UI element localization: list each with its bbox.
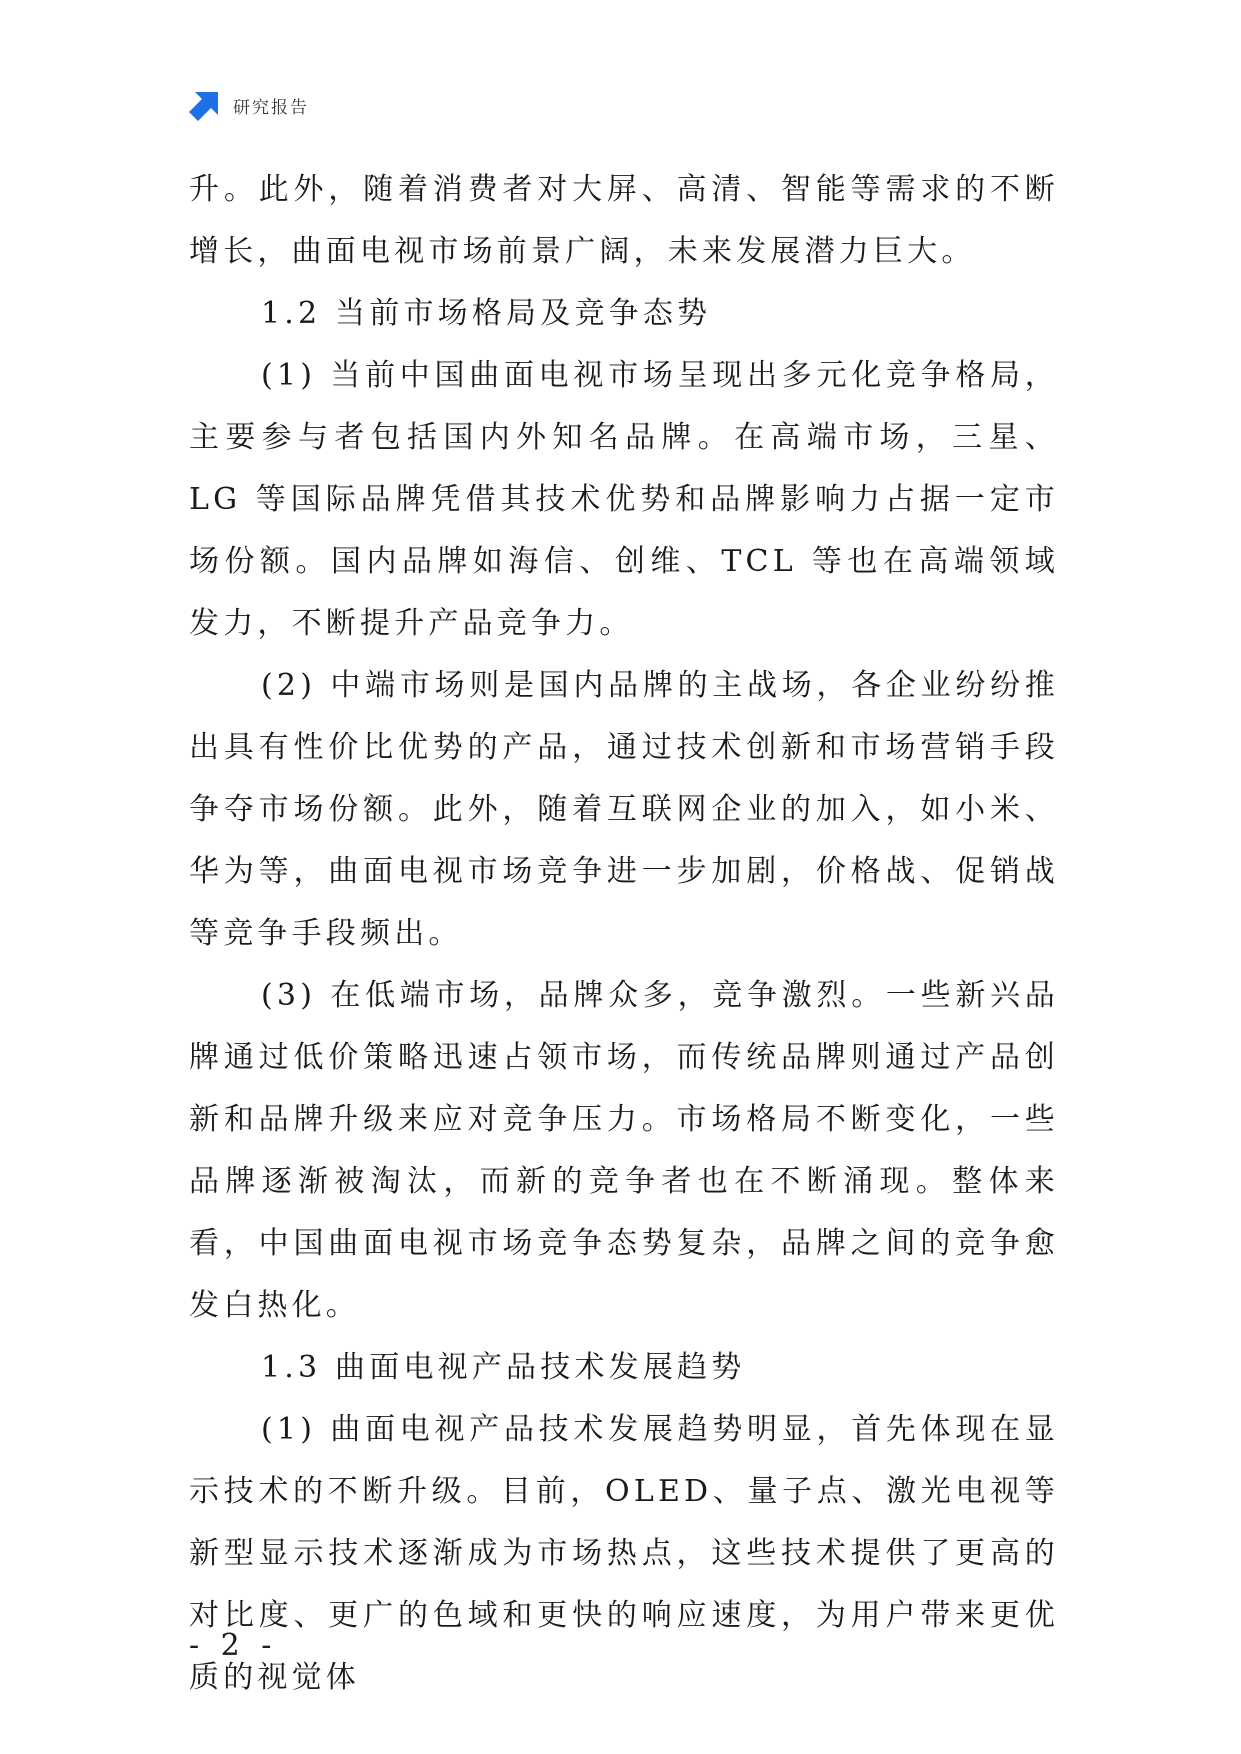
paragraph-1-2-3: (3) 在低端市场，品牌众多，竞争激烈。一些新兴品牌通过低价策略迅速占领市场，而传统品牌则通过产品创新和品牌升级来应对竞争压力。市场格局不断变化，一些品牌逐渐被淘汰，而新的竞争者也在不断涌现。整体来看，中国曲面电视市场竞争态势复杂，品牌之间的竞争愈发白热化。 bbox=[189, 978, 1059, 1323]
paragraph-1-2-2: (2) 中端市场则是国内品牌的主战场，各企业纷纷推出具有性价比优势的产品，通过技术创新和市场营销手段争夺市场份额。此外，随着互联网企业的加入，如小米、华为等，曲面电视市场竞争进一步加剧，价格战、促销战等竞争手段频出。 bbox=[189, 668, 1059, 951]
paragraph-1-2-1: (1) 当前中国曲面电视市场呈现出多元化竞争格局，主要参与者包括国内外知名品牌。在高端市场，三星、LG 等国际品牌凭借其技术优势和品牌影响力占据一定市场份额。国内品牌如海信、创维、TCL 等也在高端领域发力，不断提升产品竞争力。 bbox=[189, 358, 1059, 641]
page-number: - 2 - bbox=[189, 1628, 278, 1663]
report-header bbox=[189, 88, 309, 122]
arrow-up-right-icon bbox=[189, 89, 221, 121]
header-title: 研究报告 bbox=[233, 97, 309, 118]
section-heading-1-3: 1.3 曲面电视产品技术发展趋势 bbox=[261, 1350, 746, 1385]
document-body bbox=[189, 159, 1059, 1709]
section-heading-1-2: 1.2 当前市场格局及竞争态势 bbox=[261, 296, 712, 331]
paragraph-1-3-1: (1) 曲面电视产品技术发展趋势明显，首先体现在显示技术的不断升级。目前，OLED、量子点、激光电视等新型显示技术逐渐成为市场热点，这些技术提供了更高的对比度、更广的色域和更快的响应速度，为用户带来更优质的视觉体 bbox=[189, 1412, 1059, 1695]
paragraph-intro: 升。此外，随着消费者对大屏、高清、智能等需求的不断增长，曲面电视市场前景广阔，未来发展潜力巨大。 bbox=[189, 172, 1059, 269]
